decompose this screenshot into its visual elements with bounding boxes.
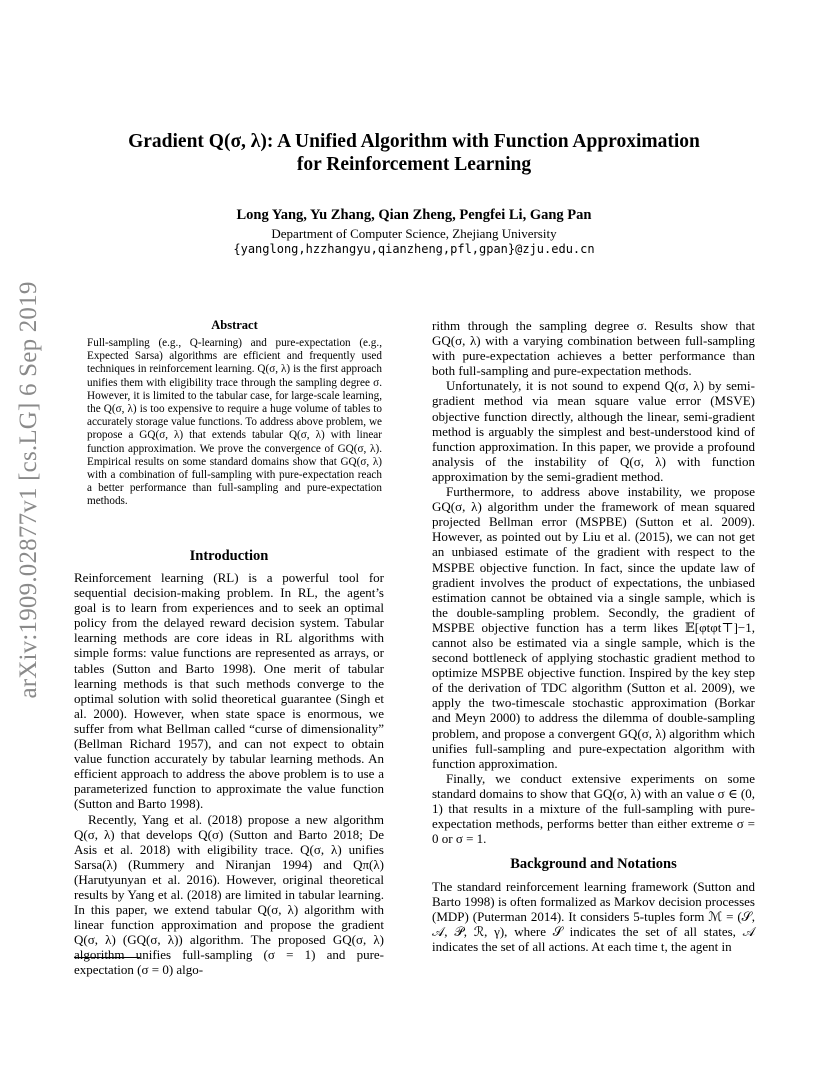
intro-paragraph-5: Furthermore, to address above instability, we propose GQ(σ, λ) algorithm under the framework of mean squared projected Bellman error (MSPBE) (Sutton et al. 2009). However, as pointed out by Liu et al. (2015), we can not get an unbiased estimate of the gradient with respect to the MSPBE objective function. In fact, since the update law of gradient involves the product of expectations, the unbiased estimation cannot be obtained via a single sample, which is the double-sampling problem. Secondly, the gradient of MSPBE objective function has a term likes 𝔼[φtφt⊤]−1, cannot also be estimated via a single sample, which is the second bottleneck of applying stochastic gradient method to optimize MSPBE objective function. Inspired by the key step of the derivation of TDC algorithm (Sutton et al. 2009), we apply the two-timescale stochastic approximation (Borkar and Meyn 2000) to address the dilemma of double-sampling problem, and propose a convergent GQ(σ, λ) algorithm which unifies full-sampling and pure-expectation algorithm with function approximation. <box>432 484 755 771</box>
title-line-2: for Reinforcement Learning <box>296 154 532 175</box>
background-heading: Background and Notations <box>510 856 677 872</box>
abstract-heading: Abstract <box>211 318 258 332</box>
arxiv-stamp <box>12 281 46 699</box>
paper-title <box>90 130 738 176</box>
intro-paragraph-2: Recently, Yang et al. (2018) propose a new algorithm Q(σ, λ) that develops Q(σ) (Sutton and Barto 2018; De Asis et al. 2018) with eligibility trace. Q(σ, λ) unifies Sarsa(λ) (Rummery and Niranjan 1994) and Qπ(λ) (Harutyunyan et al. 2016). However, original theoretical results by Yang et al. (2018) are limited in tabular learning. In this paper, we extend tabular Q(σ, λ) algorithm with linear function approximation and propose the gradient Q(σ, λ) (GQ(σ, λ)) algorithm. The proposed GQ(σ, λ) algorithm unifies full-sampling (σ = 1) and pure-expectation (σ = 0) algo- <box>74 811 384 978</box>
intro-paragraph-1: Reinforcement learning (RL) is a powerful tool for sequential decision-making problem. In RL, the agent’s goal is to learn from experiences and to seek an optimal policy from the delayed reward decision system. Tabular learning methods are core ideas in RL algorithms with simple forms: value functions are represented as arrays, or tables (Sutton and Barto 1998). One merit of tabular learning methods is that such methods converge to the optimal solution with solid theoretical guarantee (Singh et al. 2000). However, when state space is enormous, we suffer from what Bellman called “curse of dimensionality” (Bellman Richard 1957), and can not expect to obtain value function accurately by tabular learning methods. An efficient approach to address the above problem is to use a parameterized function to approximate the value function (Sutton and Barto 1998). <box>74 570 384 812</box>
intro-paragraph-6: Finally, we conduct extensive experiments on some standard domains to show that GQ(σ, λ) with an value σ ∈ (0, 1) that results in a mixture of the full-sampling with pure-expectation methods, performs better than either extreme σ = 0 or σ = 1. <box>432 770 755 847</box>
abstract-text: Full-sampling (e.g., Q-learning) and pure-expectation (e.g., Expected Sarsa) algorithms are efficient and frequently used techniques in reinforcement learning. Q(σ, λ) is the first approach unifies them with eligibility trace through the sampling degree σ. However, it is limited to the tabular case, for large-scale learning, the Q(σ, λ) is too expensive to require a huge volume of tables to accurately storage value functions. To address above problem, we propose a GQ(σ, λ) that extends tabular Q(σ, λ) with linear function approximation. We prove the convergence of GQ(σ, λ). Empirical results on some standard domains show that GQ(σ, λ) with a combination of full-sampling with pure-expectation reach a better performance than full-sampling and pure-expectation methods. <box>87 337 382 508</box>
right-column-body <box>432 318 755 846</box>
title-line-1: Gradient Q(σ, λ): A Unified Algorithm with Function Approximation <box>128 131 700 152</box>
arxiv-stamp-text: arXiv:1909.02877v1 [cs.LG] 6 Sep 2019 <box>15 281 42 699</box>
background-paragraph-1: The standard reinforcement learning framework (Sutton and Barto 1998) is often formalized as Markov decision processes (MDP) (Puterman 2014). It considers 5-tuples form ℳ = (𝒮, 𝒜, 𝒫, ℛ, γ), where 𝒮 indicates the set of all states, 𝒜 indicates the set of all actions. At each time t, the agent in <box>432 879 755 955</box>
introduction-body <box>74 570 384 978</box>
affiliation: Department of Computer Science, Zhejiang University <box>271 226 557 241</box>
intro-paragraph-4: Unfortunately, it is not sound to expend Q(σ, λ) by semi-gradient method via mean square value error (MSVE) objective function directly, although the linear, semi-gradient method is arguably the simplest and best-understood kind of function approximation. In this paper, we provide a profound analysis of the instability of Q(σ, λ) with function approximation by the semi-gradient method. <box>432 378 755 484</box>
authors: Long Yang, Yu Zhang, Qian Zheng, Pengfei Li, Gang Pan <box>236 207 592 223</box>
background-body <box>432 879 755 954</box>
author-emails: {yanglong,hzzhangyu,qianzheng,pfl,gpan}@zju.edu.cn <box>233 242 595 256</box>
footnote-rule <box>74 957 140 958</box>
introduction-heading: Introduction <box>189 548 269 564</box>
intro-paragraph-3: rithm through the sampling degree σ. Results show that GQ(σ, λ) with a varying combination between full-sampling with pure-expectation achieves a better performance than both full-sampling and pure-expectation methods. <box>432 318 755 379</box>
